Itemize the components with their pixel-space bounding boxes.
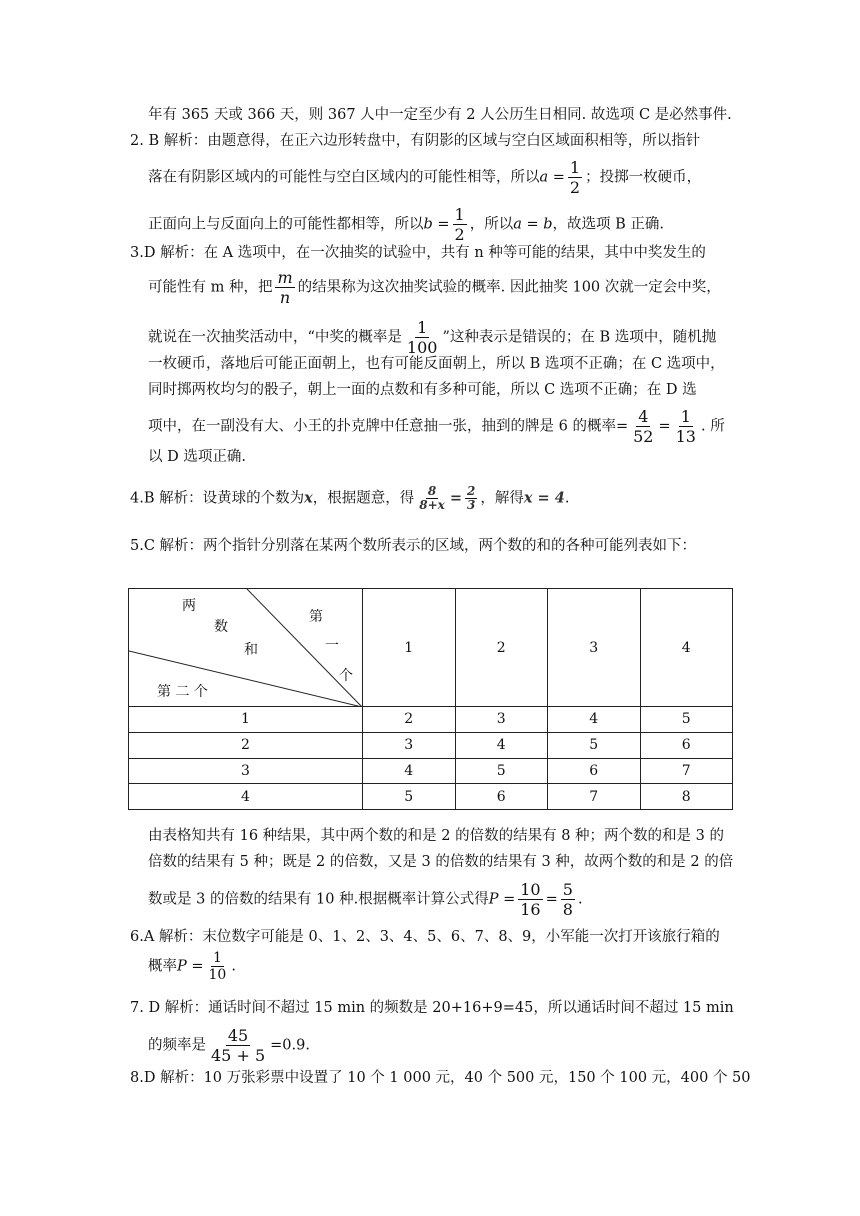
corner-label: 第 bbox=[309, 609, 323, 625]
text-span: ”这种表示是错误的；在 B 选项中，随机抛 bbox=[442, 329, 717, 346]
table-header-row bbox=[129, 589, 733, 707]
numerator: 45 bbox=[227, 1026, 249, 1045]
fraction bbox=[561, 880, 575, 919]
fraction bbox=[518, 880, 542, 919]
math-text: P = bbox=[177, 958, 204, 975]
sum-table bbox=[128, 588, 733, 810]
table-cell: 7 bbox=[548, 784, 641, 810]
column-header: 3 bbox=[548, 589, 641, 707]
text-span: . bbox=[577, 891, 583, 908]
denominator: 2 bbox=[454, 225, 465, 244]
text-span: . bbox=[231, 958, 236, 975]
math-text: = bbox=[658, 418, 671, 435]
math-text: = bbox=[449, 489, 462, 507]
numerator: 1 bbox=[680, 407, 691, 426]
diagonal-header-cell bbox=[129, 589, 363, 707]
text-line: 一枚硬币，落地后可能正面朝上，也有可能反面朝上，所以 B 选项不正确；在 C 选项中， bbox=[148, 356, 725, 372]
text-line bbox=[148, 1026, 310, 1065]
table-cell: 6 bbox=[640, 732, 733, 758]
fraction bbox=[417, 485, 447, 512]
answer-6-heading: 6.A 解析：末位数字可能是 0、1、2、3、4、5、6、7、8、9，小军能一次打开该旅行箱的 bbox=[130, 929, 720, 945]
fraction bbox=[405, 318, 440, 357]
column-header: 4 bbox=[640, 589, 733, 707]
answer-5-heading: 5.C 解析：两个指针分别落在某两个数所表示的区域，两个数的和的各种可能列表如下： bbox=[130, 538, 697, 554]
text-span: 就说在一次抽奖活动中，“中奖的概率是 bbox=[148, 329, 402, 346]
table-cell: 7 bbox=[640, 758, 733, 784]
text-span: 可能性有 m 种，把 bbox=[148, 279, 273, 296]
text-line bbox=[148, 268, 721, 307]
table-cell: 2 bbox=[363, 707, 456, 733]
numerator: 1 bbox=[212, 950, 222, 966]
fraction bbox=[209, 1026, 267, 1065]
answer-3-heading: 3.D 解析：在 A 选项中，在一次抽奖的试验中，共有 n 种等可能的结果，其中中奖发生的 bbox=[130, 245, 706, 261]
denominator: 16 bbox=[520, 900, 541, 919]
table-cell: 5 bbox=[548, 732, 641, 758]
denominator: 8+x bbox=[419, 498, 445, 512]
text-line bbox=[148, 950, 236, 983]
denominator: 13 bbox=[675, 427, 696, 446]
denominator: 8 bbox=[562, 900, 573, 919]
fraction bbox=[631, 407, 655, 446]
table-row bbox=[129, 784, 733, 810]
corner-label: 和 bbox=[244, 642, 258, 658]
table-row bbox=[129, 707, 733, 733]
denominator: 2 bbox=[569, 178, 581, 197]
table-cell: 3 bbox=[363, 732, 456, 758]
text-span: ，故选项 B 正确. bbox=[552, 216, 665, 233]
numerator: m bbox=[277, 268, 293, 287]
table-cell: 8 bbox=[640, 784, 733, 810]
text-line bbox=[148, 880, 583, 919]
text-line bbox=[148, 407, 725, 446]
text-span: 项中，在一副没有大、小王的扑克牌中任意抽一张，抽到的牌是 6 的概率 bbox=[148, 418, 616, 435]
text-line: 由表格知共有 16 种结果，其中两个数的和是 2 的倍数的结果有 8 种；两个数的和是 3 的 bbox=[148, 828, 724, 844]
text-span: ，解得 bbox=[480, 490, 524, 507]
text-span: 正面向上与反面向上的可能性都相等，所以 bbox=[148, 216, 424, 233]
column-header: 1 bbox=[363, 589, 456, 707]
text-line: 以 D 选项正确. bbox=[148, 449, 246, 465]
row-header: 3 bbox=[129, 758, 363, 784]
table-cell: 4 bbox=[548, 707, 641, 733]
numerator: 1 bbox=[454, 205, 465, 224]
table-cell: 5 bbox=[363, 784, 456, 810]
table-cell: 5 bbox=[455, 758, 548, 784]
table-cell: 5 bbox=[640, 707, 733, 733]
text-span: ，所以 bbox=[469, 216, 514, 233]
numerator: 8 bbox=[427, 484, 437, 498]
math-text: = bbox=[545, 891, 558, 908]
text-span: . 所 bbox=[700, 418, 725, 435]
corner-label: 第 二 个 bbox=[157, 684, 208, 700]
text-line bbox=[148, 158, 701, 197]
fraction bbox=[568, 158, 582, 197]
corner-label: 两 bbox=[182, 598, 196, 614]
text-line: 年有 365 天或 366 天，则 367 人中一定至少有 2 人公历生日相同. 故选项 C 是必然事件. bbox=[148, 107, 732, 123]
denominator: 100 bbox=[406, 338, 438, 357]
text-line: 同时掷两枚均匀的骰子，朝上一面的点数和有多种可能，所以 C 选项不正确；在 D 选 bbox=[148, 382, 697, 398]
fraction bbox=[674, 407, 698, 446]
denominator: 10 bbox=[208, 967, 227, 983]
numerator: 2 bbox=[466, 484, 476, 498]
numerator: 1 bbox=[417, 318, 428, 337]
table-cell: 4 bbox=[363, 758, 456, 784]
text-line bbox=[148, 205, 664, 244]
denominator: 3 bbox=[466, 498, 476, 512]
fraction bbox=[453, 205, 467, 244]
text-line: 倍数的结果有 5 种；既是 2 的倍数，又是 3 的倍数的结果有 3 种，故两个数的和是 2 的倍 bbox=[148, 854, 734, 870]
text-line bbox=[148, 318, 716, 357]
row-header: 4 bbox=[129, 784, 363, 810]
table-row bbox=[129, 732, 733, 758]
text-span: 数或是 3 的倍数的结果有 10 种.根据概率计算公式得 bbox=[148, 891, 489, 908]
math-text: x bbox=[304, 489, 313, 507]
math-text: b = bbox=[423, 216, 450, 233]
column-header: 2 bbox=[455, 589, 548, 707]
fraction bbox=[275, 268, 294, 307]
math-text: x = 4 bbox=[523, 489, 565, 507]
table-cell: 3 bbox=[455, 707, 548, 733]
denominator: 52 bbox=[633, 427, 654, 446]
table-row bbox=[129, 758, 733, 784]
corner-label: 一 bbox=[325, 638, 339, 654]
text-span: 4.B 解析：设黄球的个数为 bbox=[130, 490, 305, 507]
text-span: 的频率是 bbox=[148, 1037, 206, 1054]
numerator: 10 bbox=[520, 880, 541, 899]
table-cell: 4 bbox=[455, 732, 548, 758]
corner-label: 个 bbox=[339, 668, 353, 684]
numerator: 1 bbox=[569, 158, 581, 177]
answer-7-heading: 7. D 解析：通话时间不超过 15 min 的频数是 20+16+9=45，所以通话时间不超过 15 min bbox=[130, 1000, 734, 1016]
text-span: ，根据题意，得 bbox=[312, 490, 415, 507]
numerator: 4 bbox=[638, 407, 649, 426]
answer-4-heading bbox=[130, 485, 569, 512]
row-header: 2 bbox=[129, 732, 363, 758]
denominator: 45 + 5 bbox=[211, 1046, 266, 1065]
math-text: P = bbox=[488, 891, 516, 908]
text-span: 概率 bbox=[148, 958, 177, 975]
math-text: a = b bbox=[513, 216, 553, 233]
numerator: 5 bbox=[562, 880, 573, 899]
fraction bbox=[465, 485, 477, 512]
math-text: a = bbox=[539, 169, 565, 186]
corner-label: 数 bbox=[214, 619, 228, 635]
table-cell: 6 bbox=[455, 784, 548, 810]
denominator: n bbox=[279, 288, 291, 307]
answer-2-heading: 2. B 解析：由题意得，在正六边形转盘中，有阴影的区域与空白区域面积相等，所以指针 bbox=[130, 133, 701, 149]
text-span: =0.9. bbox=[270, 1037, 310, 1054]
text-span: 的结果称为这次抽奖试验的概率. 因此抽奖 100 次就一定会中奖， bbox=[297, 279, 721, 296]
text-span: . bbox=[564, 490, 570, 507]
math-text: = bbox=[615, 418, 629, 435]
text-span: 落在有阴影区域内的可能性与空白区域内的可能性相等，所以 bbox=[148, 169, 540, 186]
text-span: ；投掷一枚硬币， bbox=[585, 169, 702, 186]
answer-8-heading: 8.D 解析：10 万张彩票中设置了 10 个 1 000 元，40 个 500 元，150 个 100 元，400 个 50 bbox=[130, 1070, 751, 1086]
fraction bbox=[207, 950, 229, 983]
table-cell: 6 bbox=[548, 758, 641, 784]
row-header: 1 bbox=[129, 707, 363, 733]
